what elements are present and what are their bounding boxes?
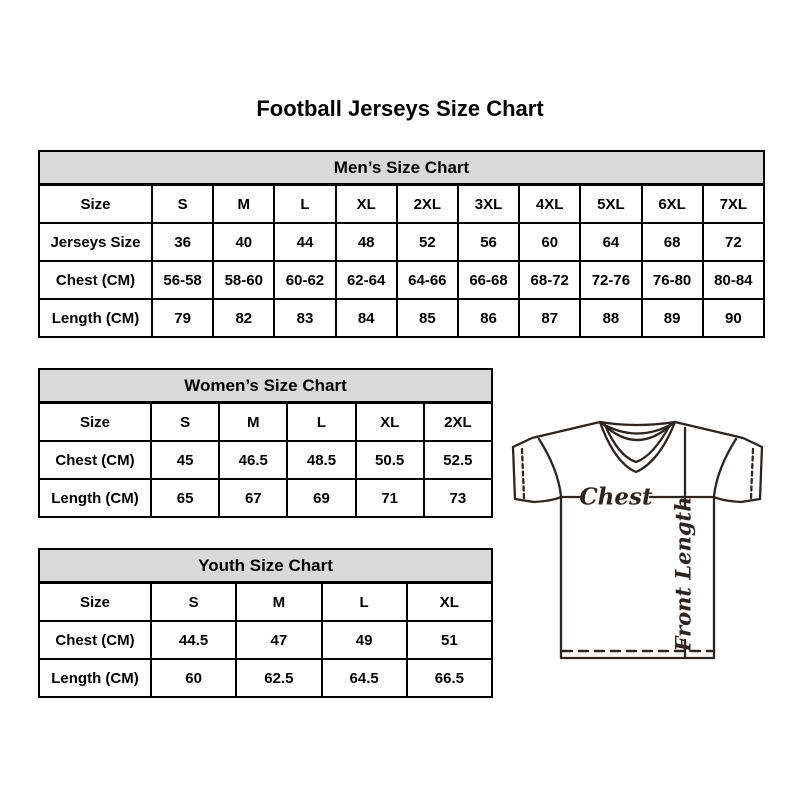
- size-value-cell: 85: [397, 299, 458, 337]
- size-column-header: M: [213, 185, 274, 224]
- size-column-header: S: [152, 185, 213, 224]
- jersey-outline-drawing: [502, 408, 772, 668]
- table-header-row: [39, 403, 492, 442]
- size-value-cell: 49: [322, 621, 407, 659]
- size-value-cell: 76-80: [642, 261, 703, 299]
- size-value-cell: 80-84: [703, 261, 764, 299]
- size-value-cell: 60-62: [274, 261, 335, 299]
- size-column-header: 5XL: [580, 185, 641, 224]
- row-label: Size: [39, 583, 151, 622]
- jersey-measurement-diagram: [502, 408, 772, 668]
- youth-size-table: [38, 548, 493, 698]
- womens-size-table: [38, 368, 493, 518]
- size-column-header: 4XL: [519, 185, 580, 224]
- size-value-cell: 44: [274, 223, 335, 261]
- size-value-cell: 52.5: [424, 441, 492, 479]
- size-column-header: M: [236, 583, 321, 622]
- table-row: [39, 621, 492, 659]
- size-column-header: 3XL: [458, 185, 519, 224]
- size-value-cell: 60: [151, 659, 236, 697]
- size-value-cell: 79: [152, 299, 213, 337]
- size-column-header: 6XL: [642, 185, 703, 224]
- size-value-cell: 56: [458, 223, 519, 261]
- size-value-cell: 68: [642, 223, 703, 261]
- size-value-cell: 66.5: [407, 659, 492, 697]
- size-column-header: XL: [407, 583, 492, 622]
- size-value-cell: 71: [356, 479, 424, 517]
- chest-measure-label: Chest: [579, 483, 653, 511]
- table-row: [39, 299, 764, 337]
- table-title-row: [39, 151, 764, 185]
- size-value-cell: 88: [580, 299, 641, 337]
- size-value-cell: 48: [336, 223, 397, 261]
- size-value-cell: 64.5: [322, 659, 407, 697]
- size-value-cell: 73: [424, 479, 492, 517]
- size-value-cell: 48.5: [287, 441, 355, 479]
- size-column-header: 7XL: [703, 185, 764, 224]
- size-value-cell: 52: [397, 223, 458, 261]
- size-value-cell: 40: [213, 223, 274, 261]
- table-title-row: [39, 369, 492, 403]
- size-value-cell: 58-60: [213, 261, 274, 299]
- table-title: Youth Size Chart: [39, 549, 492, 583]
- size-value-cell: 82: [213, 299, 274, 337]
- size-value-cell: 84: [336, 299, 397, 337]
- table-title: Women’s Size Chart: [39, 369, 492, 403]
- size-value-cell: 51: [407, 621, 492, 659]
- size-value-cell: 90: [703, 299, 764, 337]
- size-value-cell: 72: [703, 223, 764, 261]
- size-value-cell: 87: [519, 299, 580, 337]
- table-row: [39, 223, 764, 261]
- size-value-cell: 46.5: [219, 441, 287, 479]
- size-column-header: M: [219, 403, 287, 442]
- page-title: Football Jerseys Size Chart: [256, 96, 544, 121]
- size-column-header: XL: [336, 185, 397, 224]
- size-value-cell: 83: [274, 299, 335, 337]
- row-label: Size: [39, 403, 151, 442]
- size-value-cell: 62.5: [236, 659, 321, 697]
- size-column-header: XL: [356, 403, 424, 442]
- size-value-cell: 64-66: [397, 261, 458, 299]
- row-label: Length (CM): [39, 659, 151, 697]
- table-header-row: [39, 185, 764, 224]
- size-value-cell: 69: [287, 479, 355, 517]
- size-value-cell: 66-68: [458, 261, 519, 299]
- table-title-row: [39, 549, 492, 583]
- table-row: [39, 261, 764, 299]
- size-value-cell: 44.5: [151, 621, 236, 659]
- size-column-header: L: [287, 403, 355, 442]
- size-column-header: L: [322, 583, 407, 622]
- size-value-cell: 62-64: [336, 261, 397, 299]
- size-value-cell: 68-72: [519, 261, 580, 299]
- size-column-header: S: [151, 403, 219, 442]
- size-value-cell: 65: [151, 479, 219, 517]
- size-column-header: L: [274, 185, 335, 224]
- size-value-cell: 67: [219, 479, 287, 517]
- size-value-cell: 86: [458, 299, 519, 337]
- table-row: [39, 479, 492, 517]
- size-column-header: S: [151, 583, 236, 622]
- row-label: Chest (CM): [39, 261, 152, 299]
- size-value-cell: 72-76: [580, 261, 641, 299]
- row-label: Length (CM): [39, 299, 152, 337]
- table-row: [39, 441, 492, 479]
- size-value-cell: 50.5: [356, 441, 424, 479]
- row-label: Size: [39, 185, 152, 224]
- size-value-cell: 64: [580, 223, 641, 261]
- row-label: Chest (CM): [39, 441, 151, 479]
- mens-size-table: [38, 150, 765, 338]
- size-value-cell: 56-58: [152, 261, 213, 299]
- size-column-header: 2XL: [424, 403, 492, 442]
- row-label: Chest (CM): [39, 621, 151, 659]
- size-column-header: 2XL: [397, 185, 458, 224]
- table-row: [39, 659, 492, 697]
- size-value-cell: 89: [642, 299, 703, 337]
- size-value-cell: 47: [236, 621, 321, 659]
- row-label: Length (CM): [39, 479, 151, 517]
- table-header-row: [39, 583, 492, 622]
- row-label: Jerseys Size: [39, 223, 152, 261]
- size-value-cell: 60: [519, 223, 580, 261]
- table-title: Men’s Size Chart: [39, 151, 764, 185]
- front-length-measure-label: Front Length: [670, 496, 696, 652]
- size-value-cell: 45: [151, 441, 219, 479]
- size-value-cell: 36: [152, 223, 213, 261]
